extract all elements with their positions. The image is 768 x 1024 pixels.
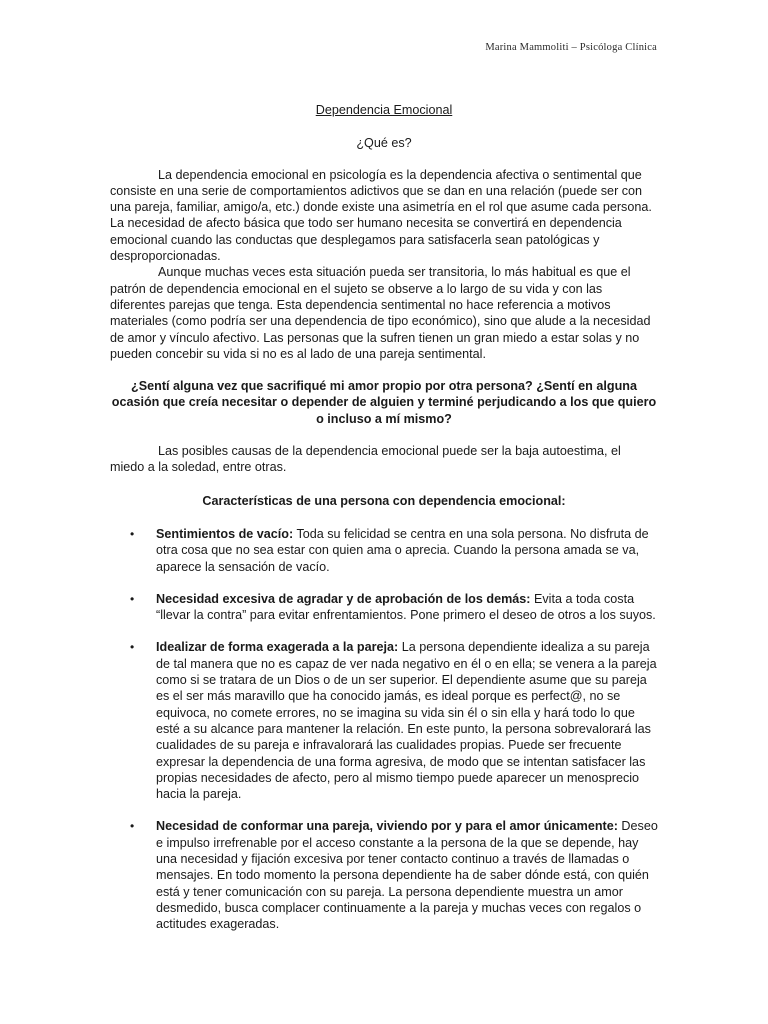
intro-paragraph: Aunque muchas veces esta situación pueda ser transitoria, lo más habitual es que el patrón de dependencia emocional en el sujeto se observe a lo largo de su vida y con las diferentes parejas que tenga. Esta dependencia sentimental no hace referencia a motivos materiales (como podría ser una dependencia de tipo económico), sino que alude a la necesidad de amor y vínculo afectivo. Las personas que la sufren tienen un gran miedo a estar solas y no pueden concebir su vida si no es al lado de una pareja sentimental.	[110, 265, 651, 361]
trait-description: Deseo e impulso irrefrenable por el acceso constante a la persona de la que se depende, hay una necesidad y fijación excesiva por tener contacto continuo a través de llamadas o mensajes. En todo momento la persona dependiente ha de saber dónde está, con quién está y tener comunicación con su pareja. La persona dependiente muestra un amor desmedido, busca complacer continuamente a la pareja y muchas veces con regalos o actitudes exageradas.	[156, 819, 658, 932]
trait-description: Toda su felicidad se centra en una sola persona. No disfruta de otra cosa que no sea estar con quien ama o aprecia. Cuando la persona amada se va, aparece la sensación de vacío.	[156, 526, 649, 574]
reflection-question: ¿Sentí alguna vez que sacrifiqué mi amor propio por otra persona? ¿Sentí en alguna ocasión que creía necesitar o depender de alguien y terminé perjudicando a los que quiero o incluso a mí mismo?	[111, 379, 657, 426]
traits-list	[110, 526, 658, 933]
causes-paragraph: Las posibles causas de la dependencia emocional puede ser la baja autoestima, el miedo a la soledad, entre otras.	[110, 444, 621, 475]
list-item	[110, 639, 658, 802]
traits-heading: Características de una persona con dependencia emocional:	[202, 493, 566, 508]
bullet-icon: •	[130, 591, 135, 606]
intro-paragraph: La dependencia emocional en psicología es la dependencia afectiva o sentimental que consiste en una serie de comportamientos adictivos que se dan en una relación (puede ser con una pareja, familiar, amigo/a, etc.) donde existe una asimetría en el rol que asume cada persona. La necesidad de afecto básica que todo ser humano necesita se convertirá en dependencia emocional cuando las conductas que desplegamos para satisfacerla sean patológicas y desproporcionadas.	[110, 167, 652, 264]
trait-description: Evita a toda costa “llevar la contra” para evitar enfrentamientos. Pone primero el deseo de otros a los suyos.	[156, 591, 656, 623]
trait-term: Necesidad de conformar una pareja, viviendo por y para el amor únicamente:	[156, 819, 618, 834]
trait-term: Sentimientos de vacío:	[156, 526, 294, 541]
document-title: Dependencia Emocional	[315, 103, 453, 117]
list-item	[110, 526, 658, 575]
trait-term: Idealizar de forma exagerada a la pareja:	[156, 640, 399, 655]
section-subtitle: ¿Qué es?	[356, 136, 412, 151]
bullet-icon: •	[130, 526, 135, 541]
trait-description: La persona dependiente idealiza a su pareja de tal manera que no es capaz de ver nada negativo en él o en ella; se venera a la pareja como si se tratara de un Dios o de un ser superior. El dependiente asume que su pareja es el ser más maravillo que ha conocido jamás, es ideal porque es perfect@, no se equivoca, no comete errores, no se imagina su vida sin él o sin ella y hará todo lo que esté a su alcance para mantener la relación. En este punto, la persona sobrevalorará las cualidades de su pareja e infravalorará las cualidades propias. Puede ser frecuente expresar la dependencia de una forma agresiva, de modo que se intentan satisfacer las propias necesidades de afecto, pero al mismo tiempo puede aparecer un menosprecio hacia la pareja.	[156, 640, 657, 802]
page-header-author: Marina Mammoliti – Psicóloga Clínica	[485, 42, 657, 53]
list-item	[110, 591, 658, 624]
bullet-icon: •	[130, 819, 135, 834]
list-item	[110, 818, 658, 932]
document-body	[110, 102, 658, 948]
trait-term: Necesidad excesiva de agradar y de aprobación de los demás:	[156, 591, 531, 606]
bullet-icon: •	[130, 640, 135, 655]
